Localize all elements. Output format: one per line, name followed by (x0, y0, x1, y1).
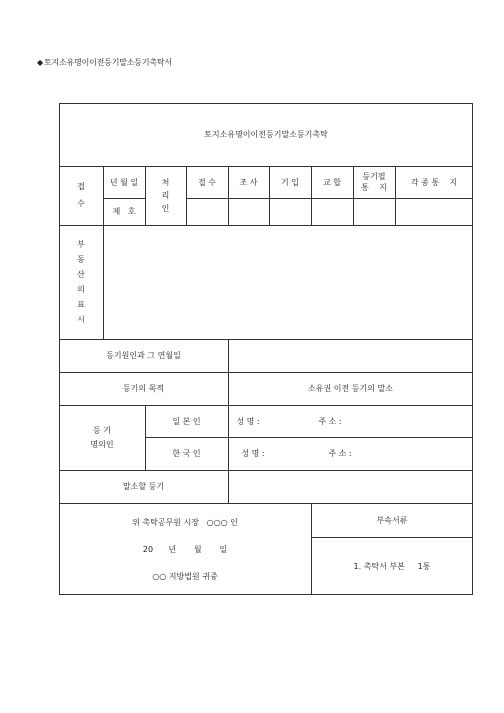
cause-label: 등기원인과 그 연월일 (106, 351, 181, 360)
property-description-field[interactable] (104, 226, 472, 338)
nominee-label-line: 명의인 (90, 439, 114, 449)
processor-label-char: 인 (161, 203, 170, 213)
nominee-address-label: 주 소 : (328, 449, 352, 458)
nominee-type-korean: 한 국 인 (172, 449, 201, 458)
document-heading-text: 토지소유명이이전등기말소등기촉탁서 (43, 58, 172, 67)
reception-label-char: 수 (77, 199, 85, 208)
nominee-name-label: 성 명 : (241, 449, 265, 458)
nominee-label (59, 405, 145, 470)
notice-line: 통 지 (361, 182, 387, 192)
property-label-char: 표 (77, 299, 85, 309)
cause-field[interactable] (229, 340, 472, 371)
nominee-address-label: 주 소 : (318, 416, 342, 426)
divider (186, 198, 473, 199)
document-heading (37, 57, 172, 68)
property-label-char: 동 (77, 254, 85, 264)
property-label-char: 시 (77, 314, 85, 324)
property-label-char: 부 (77, 239, 85, 249)
column-entry: 기 입 (281, 177, 299, 187)
notice-line: 등기필 (362, 171, 386, 181)
processor-label-char: 리 (161, 190, 170, 200)
nominee-label-line: 등 기 (93, 425, 111, 435)
commission-official-line: 위 촉탁공무원 시장 ○○○ 인 (132, 517, 238, 527)
nominee-name-label: 성 명 : (236, 416, 260, 426)
attachments-item: 1. 촉탁서 부본 1통 (353, 561, 431, 571)
property-label-char: 의 (77, 284, 85, 294)
number-label: 제 호 (112, 207, 136, 216)
attachments-title: 부속서류 (376, 515, 408, 525)
cancel-registration-label: 말소할 등기 (122, 482, 165, 491)
processor-label (145, 166, 186, 225)
column-various-notice: 각 종 통 지 (410, 177, 458, 187)
purpose-label: 등기의 목적 (122, 384, 165, 393)
commission-date-line: 20 년 월 일 (142, 544, 228, 554)
property-label-char: 산 (77, 269, 85, 279)
property-label (59, 225, 103, 339)
column-receipt: 접 수 (198, 177, 216, 187)
form-title: 토지소유명이이전등기말소등기촉탁 (204, 130, 328, 139)
nominee-type-japanese: 일 본 인 (172, 416, 201, 426)
diamond-bullet-icon: ◆ (37, 58, 43, 67)
processor-label-char: 처 (161, 177, 170, 187)
column-survey: 조 사 (239, 177, 258, 187)
cancel-registration-field[interactable] (229, 471, 472, 502)
purpose-value: 소유권 이전 등기의 말소 (308, 384, 393, 393)
date-label: 년 월 일 (109, 177, 139, 187)
column-check: 교 합 (323, 177, 341, 187)
commission-court-line: ○○ 지방법원 귀중 (152, 571, 218, 581)
reception-label (59, 166, 103, 225)
column-completion-notice (353, 166, 395, 198)
reception-label-char: 접 (77, 182, 85, 191)
